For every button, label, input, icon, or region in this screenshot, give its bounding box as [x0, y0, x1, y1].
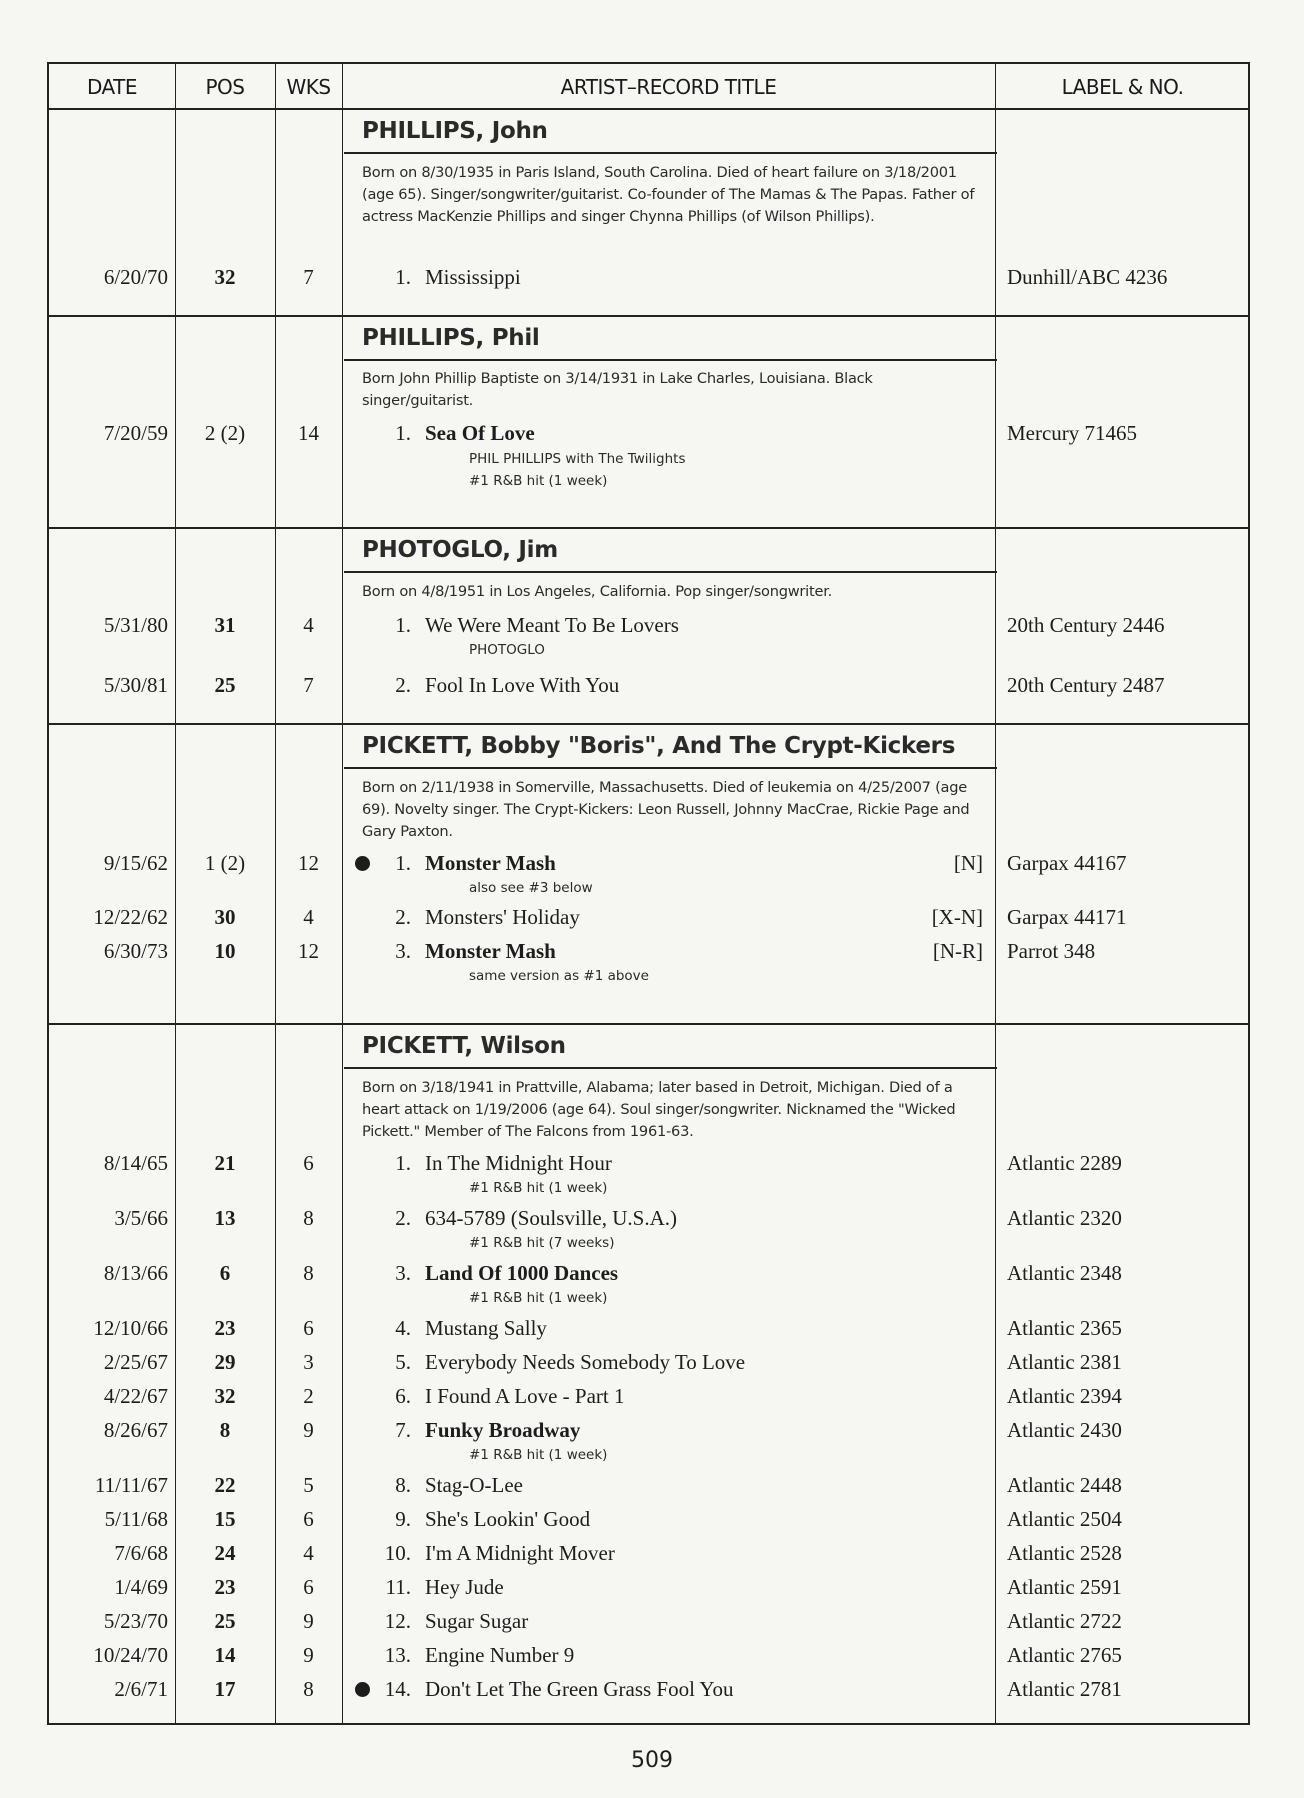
- artist-name: PHOTOGLO, Jim: [362, 537, 558, 563]
- record-number: 10.: [384, 1541, 411, 1565]
- header-date: DATE: [86, 75, 138, 99]
- record-title: I'm A Midnight Mover: [425, 1541, 615, 1565]
- gold-record-bullet-icon: [355, 856, 370, 871]
- column-divider: [995, 64, 996, 1723]
- record-pos: 1 (2): [204, 851, 246, 875]
- record-date: 12/22/62: [93, 905, 168, 929]
- record-number: 12.: [384, 1609, 411, 1633]
- chart-table: [47, 62, 1250, 1725]
- record-number: 7.: [395, 1418, 411, 1442]
- record-note: also see #3 below: [469, 880, 593, 896]
- record-date: 5/23/70: [103, 1609, 168, 1633]
- record-wks: 4: [303, 613, 314, 637]
- record-title: Sugar Sugar: [425, 1609, 529, 1633]
- record-date: 11/11/67: [94, 1473, 168, 1497]
- record-pos: 15: [214, 1507, 236, 1531]
- record-label: Atlantic 2348: [1007, 1261, 1122, 1285]
- record-wks: 6: [303, 1507, 314, 1531]
- record-title: She's Lookin' Good: [425, 1507, 591, 1531]
- record-pos: 2 (2): [204, 421, 246, 445]
- header-title: ARTIST–RECORD TITLE: [560, 75, 777, 99]
- record-date: 7/6/68: [114, 1541, 168, 1565]
- record-pos: 8: [219, 1418, 231, 1442]
- record-label: Parrot 348: [1007, 939, 1096, 963]
- record-wks: 7: [303, 673, 314, 697]
- record-date: 10/24/70: [93, 1643, 168, 1667]
- record-pos: 23: [214, 1316, 236, 1340]
- record-wks: 6: [303, 1575, 314, 1599]
- record-tag: [X-N]: [931, 905, 983, 929]
- record-note: #1 R&B hit (7 weeks): [469, 1235, 615, 1251]
- record-wks: 8: [303, 1206, 314, 1230]
- record-wks: 2: [303, 1384, 314, 1408]
- page-number: 509: [631, 1748, 673, 1773]
- record-wks: 14: [298, 421, 319, 445]
- record-date: 5/11/68: [104, 1507, 168, 1531]
- record-pos: 23: [214, 1575, 236, 1599]
- record-pos: 32: [214, 265, 236, 289]
- record-title: Don't Let The Green Grass Fool You: [425, 1677, 734, 1701]
- record-title: Monsters' Holiday: [425, 905, 580, 929]
- record-wks: 7: [303, 265, 314, 289]
- record-label: 20th Century 2446: [1007, 613, 1165, 637]
- record-number: 5.: [395, 1350, 411, 1374]
- record-wks: 9: [303, 1643, 314, 1667]
- record-title: Engine Number 9: [425, 1643, 575, 1667]
- record-label: Atlantic 2365: [1007, 1316, 1122, 1340]
- record-wks: 12: [298, 939, 319, 963]
- record-title: We Were Meant To Be Lovers: [425, 613, 679, 637]
- record-title: Mustang Sally: [425, 1316, 547, 1340]
- record-label: Atlantic 2394: [1007, 1384, 1122, 1408]
- gold-record-bullet-icon: [355, 1682, 370, 1697]
- record-label: Atlantic 2765: [1007, 1643, 1122, 1667]
- record-date: 6/20/70: [103, 265, 168, 289]
- record-number: 2.: [395, 905, 411, 929]
- record-wks: 6: [303, 1151, 314, 1175]
- artist-name: PHILLIPS, Phil: [362, 325, 540, 351]
- record-pos: 13: [214, 1206, 236, 1230]
- record-note: #1 R&B hit (1 week): [469, 1290, 608, 1306]
- header-label: LABEL & NO.: [1061, 75, 1184, 99]
- record-number: 1.: [395, 1151, 411, 1175]
- artist-bio: Born on 2/11/1938 in Somerville, Massachusetts. Died of leukemia on 4/25/2007 (age 69). Novelty singer. The Crypt-Kickers: Leon Russell, Johnny MacCrae, Rickie Page and Gary Paxton.: [362, 779, 970, 840]
- record-label: Atlantic 2504: [1007, 1507, 1122, 1531]
- artist-bio: Born John Phillip Baptiste on 3/14/1931 in Lake Charles, Louisiana. Black singer/guitarist.: [362, 370, 873, 409]
- artist-header: [344, 527, 997, 573]
- record-title: Hey Jude: [425, 1575, 504, 1599]
- record-title: Funky Broadway: [425, 1418, 581, 1442]
- artist-bio: Born on 8/30/1935 in Paris Island, South Carolina. Died of heart failure on 3/18/2001 (age 65). Singer/songwriter/guitarist. Co-founder of The Mamas & The Papas. Father of actress MacKenzie Phillips and singer Chynna Phillips (of Wilson Phillips).: [362, 164, 975, 225]
- record-date: 5/30/81: [103, 673, 168, 697]
- record-pos: 25: [214, 1609, 236, 1633]
- record-label: Atlantic 2320: [1007, 1206, 1122, 1230]
- record-date: 5/31/80: [103, 613, 168, 637]
- record-number: 2.: [395, 673, 411, 697]
- record-date: 2/25/67: [103, 1350, 168, 1374]
- record-number: 13.: [384, 1643, 411, 1667]
- artist-name: PICKETT, Bobby "Boris", And The Crypt-Kickers: [362, 733, 956, 759]
- record-title: Sea Of Love: [425, 421, 535, 445]
- record-note: #1 R&B hit (1 week): [469, 1180, 608, 1196]
- record-note: #1 R&B hit (1 week): [469, 473, 608, 489]
- record-label: Garpax 44171: [1007, 905, 1127, 929]
- record-wks: 4: [303, 905, 314, 929]
- record-label: Atlantic 2781: [1007, 1677, 1122, 1701]
- record-title: Monster Mash: [425, 939, 556, 963]
- record-number: 9.: [395, 1507, 411, 1531]
- record-title: Fool In Love With You: [425, 673, 620, 697]
- record-label: Atlantic 2591: [1007, 1575, 1122, 1599]
- record-number: 1.: [395, 265, 411, 289]
- record-note: PHIL PHILLIPS with The Twilights: [469, 451, 686, 467]
- record-pos: 25: [214, 673, 236, 697]
- record-label: Garpax 44167: [1007, 851, 1127, 875]
- record-wks: 8: [303, 1261, 314, 1285]
- record-date: 6/30/73: [103, 939, 168, 963]
- record-pos: 24: [214, 1541, 236, 1565]
- record-label: Atlantic 2528: [1007, 1541, 1122, 1565]
- artist-header: [344, 315, 997, 361]
- record-title: Mississippi: [425, 265, 521, 289]
- record-pos: 6: [219, 1261, 231, 1285]
- record-title: In The Midnight Hour: [425, 1151, 612, 1175]
- record-number: 1.: [395, 851, 411, 875]
- record-wks: 9: [303, 1609, 314, 1633]
- record-tag: [N]: [953, 851, 983, 875]
- record-wks: 6: [303, 1316, 314, 1340]
- record-number: 14.: [384, 1677, 411, 1701]
- header-pos: POS: [205, 75, 245, 99]
- record-pos: 32: [214, 1384, 236, 1408]
- record-wks: 5: [303, 1473, 314, 1497]
- header-wks: WKS: [286, 75, 331, 99]
- record-number: 3.: [395, 1261, 411, 1285]
- record-pos: 30: [214, 905, 236, 929]
- record-label: Atlantic 2448: [1007, 1473, 1122, 1497]
- record-number: 2.: [395, 1206, 411, 1230]
- record-date: 7/20/59: [103, 421, 168, 445]
- record-note: same version as #1 above: [469, 968, 649, 984]
- record-label: Atlantic 2430: [1007, 1418, 1122, 1442]
- record-note: #1 R&B hit (1 week): [469, 1447, 608, 1463]
- record-label: Atlantic 2381: [1007, 1350, 1122, 1374]
- record-date: 2/6/71: [114, 1677, 168, 1701]
- record-label: 20th Century 2487: [1007, 673, 1165, 697]
- record-label: Dunhill/ABC 4236: [1007, 265, 1168, 289]
- record-title: I Found A Love - Part 1: [425, 1384, 625, 1408]
- record-number: 4.: [395, 1316, 411, 1340]
- record-date: 1/4/69: [114, 1575, 168, 1599]
- record-pos: 10: [214, 939, 236, 963]
- record-label: Atlantic 2722: [1007, 1609, 1122, 1633]
- record-title: Monster Mash: [425, 851, 556, 875]
- artist-bio: Born on 3/18/1941 in Prattville, Alabama; later based in Detroit, Michigan. Died of a heart attack on 1/19/2006 (age 64). Soul singer/songwriter. Nicknamed the "Wicked Pickett." Member of The Falcons from 1961-63.: [362, 1079, 956, 1140]
- record-note: PHOTOGLO: [469, 642, 545, 658]
- column-divider: [342, 64, 343, 1723]
- record-wks: 4: [303, 1541, 314, 1565]
- record-pos: 22: [214, 1473, 236, 1497]
- record-pos: 14: [214, 1643, 236, 1667]
- record-title: 634-5789 (Soulsville, U.S.A.): [425, 1206, 677, 1230]
- record-label: Atlantic 2289: [1007, 1151, 1122, 1175]
- artist-name: PICKETT, Wilson: [362, 1033, 566, 1059]
- record-title: Everybody Needs Somebody To Love: [425, 1350, 746, 1374]
- record-date: 12/10/66: [93, 1316, 168, 1340]
- record-title: Land Of 1000 Dances: [425, 1261, 619, 1285]
- record-number: 11.: [385, 1575, 411, 1599]
- record-pos: 31: [214, 613, 236, 637]
- record-tag: [N-R]: [932, 939, 983, 963]
- record-number: 3.: [395, 939, 411, 963]
- record-title: Stag-O-Lee: [425, 1473, 523, 1497]
- record-pos: 29: [214, 1350, 236, 1374]
- record-pos: 17: [214, 1677, 236, 1701]
- record-date: 3/5/66: [114, 1206, 168, 1230]
- record-wks: 3: [303, 1350, 314, 1374]
- record-number: 1.: [395, 613, 411, 637]
- record-number: 1.: [395, 421, 411, 445]
- record-wks: 12: [298, 851, 319, 875]
- record-date: 9/15/62: [103, 851, 168, 875]
- record-pos: 21: [214, 1151, 236, 1175]
- record-number: 8.: [395, 1473, 411, 1497]
- record-date: 4/22/67: [103, 1384, 168, 1408]
- record-date: 8/26/67: [103, 1418, 168, 1442]
- artist-name: PHILLIPS, John: [362, 118, 548, 144]
- artist-header: [344, 1023, 997, 1069]
- artist-header: [344, 723, 997, 769]
- artist-bio: Born on 4/8/1951 in Los Angeles, California. Pop singer/songwriter.: [362, 583, 832, 600]
- record-date: 8/13/66: [103, 1261, 168, 1285]
- record-wks: 8: [303, 1677, 314, 1701]
- artist-header: [344, 108, 997, 154]
- record-label: Mercury 71465: [1007, 421, 1138, 445]
- record-date: 8/14/65: [103, 1151, 168, 1175]
- record-number: 6.: [395, 1384, 411, 1408]
- record-wks: 9: [303, 1418, 314, 1442]
